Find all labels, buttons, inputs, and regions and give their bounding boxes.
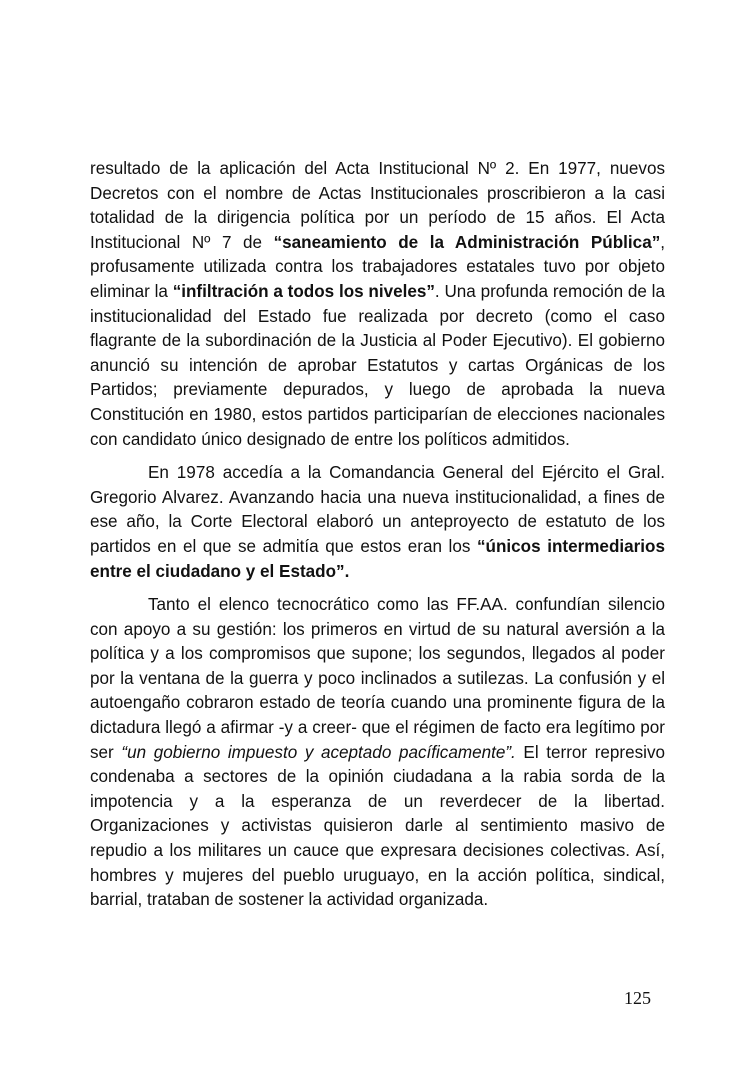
paragraph-2-text-1: En 1978 accedía a la Comandancia General del Ejército el Gral. Gregorio Alvarez. Avanzando hacia una nueva institucionalidad, a fines de ese año, la Corte Electoral elaboró un anteproyecto de estatuto de los partidos en el que se admitía que estos eran los <box>90 463 665 556</box>
bold-quote-saneamiento: “saneamiento de la Administración Pública” <box>273 232 661 252</box>
paragraph-2 <box>90 461 665 584</box>
paragraph-3-text-2: El terror represivo condenaba a sectores de la opinión ciudadana a la rabia sorda de la impotencia y a la esperanza de un reverdecer de la libertad. Organizaciones y activistas quisieron darle al sentimiento masivo de repudio a los militares un cauce que expresara decisiones colectivas. Así, hombres y mujeres del pueblo uruguayo, en la acción política, sindical, barrial, trataban de sostener la actividad organizada. <box>90 742 666 910</box>
paragraph-1 <box>90 157 665 452</box>
paragraph-3-text-1: Tanto el elenco tecnocrático como las FF.AA. confundían silencio con apoyo a su gestión: los primeros en virtud de su natural aversión a la política y a los compromisos que supone; los segundos, llegados al poder por la ventana de la guerra y poco inclinados a sutilezas. La confusión y el autoengaño cobraron estado de teoría cuando una prominente figura de la dictadura llegó a afirmar -y a creer- que el régimen de facto era legítimo por ser <box>90 595 665 762</box>
italic-quote-gobierno: “un gobierno impuesto y aceptado pacíficamente”. <box>121 742 516 762</box>
paragraph-1-text-2: , profusamente utilizada contra los trabajadores estatales tuvo por objeto eliminar la <box>90 232 665 301</box>
paragraph-1-text-1: resultado de la aplicación del Acta Institucional Nº 2. En 1977, nuevos Decretos con el nombre de Actas Institucionales proscribieron a la casi totalidad de la dirigencia política por un período de 15 años. El Acta Institucional Nº 7 de <box>90 159 665 252</box>
paragraph-1-text-3: . Una profunda remoción de la institucionalidad del Estado fue realizada por decreto (como el caso flagrante de la subordinación de la Justicia al Poder Ejecutivo). El gobierno anunció su intención de aprobar Estatutos y cartas Orgánicas de los Partidos; previamente depurados, y luego de aprobada la nueva Constitución en 1980, estos partidos participarían de elecciones nacionales con candidato único designado de entre los políticos admitidos. <box>90 281 665 449</box>
paragraph-2-text-2: . <box>344 561 350 581</box>
bold-quote-intermediarios: “únicos intermediarios entre el ciudadano y el Estado” <box>90 536 665 581</box>
paragraph-3 <box>90 593 665 913</box>
page-number: 125 <box>624 988 651 1008</box>
body-text <box>90 157 665 913</box>
bold-quote-infiltracion: “infiltración a todos los niveles” <box>172 281 435 301</box>
